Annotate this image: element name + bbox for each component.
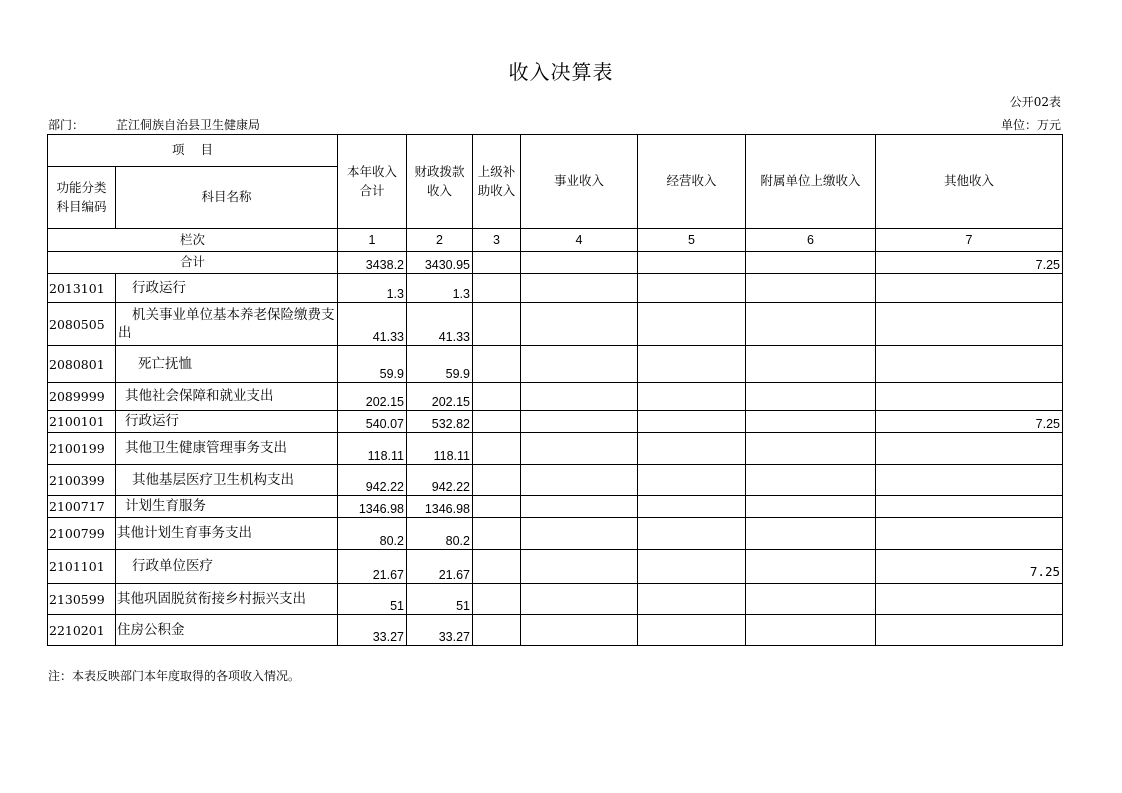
row-name: 其他卫生健康管理事务支出 bbox=[116, 433, 338, 465]
row-other bbox=[876, 615, 1063, 646]
row-code: 2080505 bbox=[48, 303, 116, 346]
table-number: 公开02表 bbox=[1009, 95, 1061, 109]
row-total: 80.2 bbox=[338, 518, 407, 550]
row-other: 7.25 bbox=[876, 411, 1063, 433]
table-row bbox=[48, 550, 1063, 584]
row-other bbox=[876, 496, 1063, 518]
footnote: 注：本表反映部门本年度取得的各项收入情况。 bbox=[48, 669, 301, 683]
table-row bbox=[48, 274, 1063, 303]
table-row bbox=[48, 615, 1063, 646]
header-affiliated: 附属单位上缴收入 bbox=[746, 135, 876, 229]
row-other bbox=[876, 274, 1063, 303]
row-fiscal: 942.22 bbox=[407, 465, 473, 496]
row-fiscal: 532.82 bbox=[407, 411, 473, 433]
row-fiscal: 80.2 bbox=[407, 518, 473, 550]
table-row bbox=[48, 584, 1063, 615]
row-code: 2100399 bbox=[48, 465, 116, 496]
summary-label: 合计 bbox=[48, 252, 338, 274]
row-total: 118.11 bbox=[338, 433, 407, 465]
table-row bbox=[48, 303, 1063, 346]
row-other: 7.25 bbox=[876, 550, 1063, 584]
row-name: 其他计划生育事务支出 bbox=[116, 518, 338, 550]
row-other bbox=[876, 465, 1063, 496]
row-code: 2080801 bbox=[48, 346, 116, 383]
row-code: 2100799 bbox=[48, 518, 116, 550]
table-row bbox=[48, 496, 1063, 518]
header-item: 项 目 bbox=[48, 135, 338, 167]
row-name: 其他基层医疗卫生机构支出 bbox=[116, 465, 338, 496]
table-row bbox=[48, 518, 1063, 550]
row-code: 2100199 bbox=[48, 433, 116, 465]
department-label: 部门： bbox=[48, 118, 85, 132]
row-total: 41.33 bbox=[338, 303, 407, 346]
row-total: 59.9 bbox=[338, 346, 407, 383]
row-code: 2210201 bbox=[48, 615, 116, 646]
summary-fiscal: 3430.95 bbox=[407, 252, 473, 274]
table-row bbox=[48, 411, 1063, 433]
table-row bbox=[48, 346, 1063, 383]
header-func-code: 功能分类 科目编码 bbox=[48, 167, 116, 229]
row-other bbox=[876, 303, 1063, 346]
row-code: 2130599 bbox=[48, 584, 116, 615]
column-number: 1 bbox=[338, 229, 407, 252]
row-fiscal: 118.11 bbox=[407, 433, 473, 465]
header-business: 事业收入 bbox=[521, 135, 638, 229]
row-name: 行政运行 bbox=[116, 274, 338, 303]
table-row bbox=[48, 433, 1063, 465]
summary-total: 3438.2 bbox=[338, 252, 407, 274]
row-total: 1.3 bbox=[338, 274, 407, 303]
row-total: 942.22 bbox=[338, 465, 407, 496]
row-code: 2101101 bbox=[48, 550, 116, 584]
row-fiscal: 41.33 bbox=[407, 303, 473, 346]
row-fiscal: 33.27 bbox=[407, 615, 473, 646]
income-table bbox=[47, 134, 1063, 646]
row-other bbox=[876, 346, 1063, 383]
column-row-label: 栏次 bbox=[48, 229, 338, 252]
row-fiscal: 1346.98 bbox=[407, 496, 473, 518]
row-other bbox=[876, 518, 1063, 550]
header-operating: 经营收入 bbox=[638, 135, 746, 229]
header-subsidy: 上级补 助收入 bbox=[473, 135, 521, 229]
row-fiscal: 59.9 bbox=[407, 346, 473, 383]
row-name: 其他社会保障和就业支出 bbox=[116, 383, 338, 411]
summary-other: 7.25 bbox=[876, 252, 1063, 274]
row-name: 其他巩固脱贫衔接乡村振兴支出 bbox=[116, 584, 338, 615]
row-fiscal: 1.3 bbox=[407, 274, 473, 303]
department-name: 芷江侗族自治县卫生健康局 bbox=[116, 118, 261, 132]
table-row bbox=[48, 383, 1063, 411]
row-fiscal: 51 bbox=[407, 584, 473, 615]
row-total: 21.67 bbox=[338, 550, 407, 584]
row-name: 住房公积金 bbox=[116, 615, 338, 646]
row-total: 1346.98 bbox=[338, 496, 407, 518]
row-other bbox=[876, 383, 1063, 411]
row-total: 33.27 bbox=[338, 615, 407, 646]
column-number: 6 bbox=[746, 229, 876, 252]
row-name: 死亡抚恤 bbox=[116, 346, 338, 383]
row-fiscal: 21.67 bbox=[407, 550, 473, 584]
column-number: 4 bbox=[521, 229, 638, 252]
unit-label: 单位：万元 bbox=[1000, 118, 1061, 132]
row-code: 2100717 bbox=[48, 496, 116, 518]
row-total: 51 bbox=[338, 584, 407, 615]
row-code: 2089999 bbox=[48, 383, 116, 411]
header-subject-name: 科目名称 bbox=[116, 167, 338, 229]
column-number: 3 bbox=[473, 229, 521, 252]
table-row bbox=[48, 465, 1063, 496]
column-number: 2 bbox=[407, 229, 473, 252]
header-other: 其他收入 bbox=[876, 135, 1063, 229]
row-name: 行政运行 bbox=[116, 411, 338, 433]
row-fiscal: 202.15 bbox=[407, 383, 473, 411]
row-name: 行政单位医疗 bbox=[116, 550, 338, 584]
column-number: 7 bbox=[876, 229, 1063, 252]
row-code: 2013101 bbox=[48, 274, 116, 303]
row-name: 计划生育服务 bbox=[116, 496, 338, 518]
page-title: 收入决算表 bbox=[508, 60, 614, 84]
header-total: 本年收入 合计 bbox=[338, 135, 407, 229]
row-name: 机关事业单位基本养老保险缴费支出 bbox=[116, 303, 338, 346]
row-other bbox=[876, 584, 1063, 615]
row-code: 2100101 bbox=[48, 411, 116, 433]
row-total: 540.07 bbox=[338, 411, 407, 433]
column-number: 5 bbox=[638, 229, 746, 252]
row-other bbox=[876, 433, 1063, 465]
row-total: 202.15 bbox=[338, 383, 407, 411]
header-fiscal: 财政拨款 收入 bbox=[407, 135, 473, 229]
